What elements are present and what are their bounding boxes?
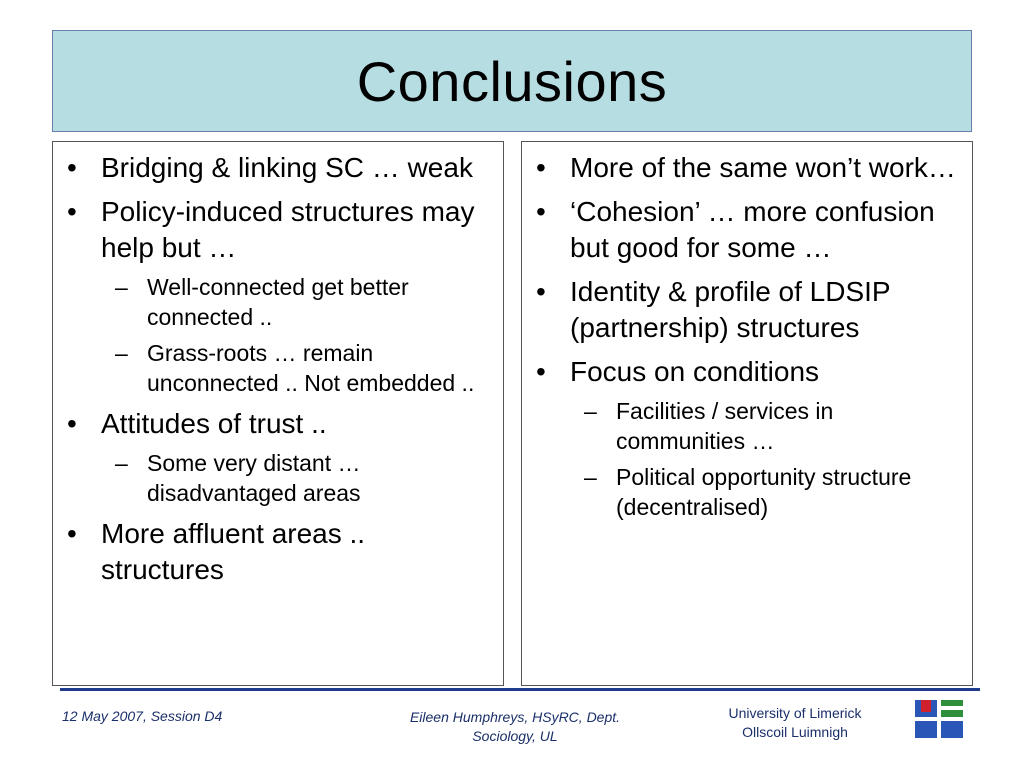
bullet-icon: • [536, 152, 546, 183]
sub-bullet-list [570, 396, 962, 522]
bullet-icon: • [67, 408, 77, 439]
bullet-icon: • [536, 196, 546, 227]
bullet-text: Policy-induced structures may help but … [101, 196, 475, 263]
sub-bullet-text: Political opportunity structure (decentralised) [616, 464, 912, 520]
left-bullet-item [53, 406, 503, 508]
right-bullet-item [522, 274, 972, 346]
footer-author-line: Eileen Humphreys, HSyRC, Dept. [409, 709, 621, 725]
bullet-text: Attitudes of trust .. [101, 408, 327, 439]
left-bullet-item [53, 150, 503, 186]
title-box [52, 30, 972, 132]
bullet-icon: • [536, 356, 546, 387]
left-bullet-list [53, 150, 503, 588]
footer-university [700, 704, 890, 742]
sub-bullet-item [101, 338, 493, 398]
bullet-icon: • [67, 196, 77, 227]
footer-rule [60, 688, 980, 691]
right-bullet-item [522, 354, 972, 522]
right-bullet-list [522, 150, 972, 522]
sub-bullet-list [101, 448, 493, 508]
sub-bullet-item [570, 396, 962, 456]
bullet-text: Focus on conditions [570, 356, 820, 387]
bullet-text: More of the same won’t work… [570, 152, 956, 183]
bullet-icon: • [67, 152, 77, 183]
footer-author [370, 708, 660, 746]
sub-bullet-item [101, 272, 493, 332]
left-content-box [52, 141, 504, 686]
sub-bullet-text: Well-connected get better connected .. [147, 274, 409, 330]
slide-title: Conclusions [356, 49, 668, 113]
left-bullet-item [53, 516, 503, 588]
dash-icon: – [115, 340, 128, 366]
right-content-box [521, 141, 973, 686]
sub-bullet-item [101, 448, 493, 508]
dash-icon: – [115, 450, 128, 476]
bullet-text: ‘Cohesion’ … more confusion but good for some … [570, 196, 935, 263]
university-name-irish: Ollscoil Luimnigh [742, 724, 848, 740]
footer-date-session: 12 May 2007, Session D4 [62, 708, 223, 724]
university-of-limerick-logo-icon [915, 700, 963, 738]
sub-bullet-text: Facilities / services in communities … [616, 398, 834, 454]
bullet-text: Identity & profile of LDSIP (partnership) structures [570, 276, 891, 343]
sub-bullet-list [101, 272, 493, 398]
right-bullet-item [522, 194, 972, 266]
dash-icon: – [584, 398, 597, 424]
sub-bullet-text: Grass-roots … remain unconnected .. Not embedded .. [147, 340, 475, 396]
right-bullet-item [522, 150, 972, 186]
bullet-icon: • [536, 276, 546, 307]
sub-bullet-text: Some very distant … disadvantaged areas [147, 450, 361, 506]
dash-icon: – [115, 274, 128, 300]
university-name: University of Limerick [728, 705, 862, 721]
left-bullet-item [53, 194, 503, 398]
dash-icon: – [584, 464, 597, 490]
sub-bullet-item [570, 462, 962, 522]
footer-author-line: Sociology, UL [472, 728, 558, 744]
bullet-text: Bridging & linking SC … weak [101, 152, 473, 183]
bullet-icon: • [67, 518, 77, 549]
bullet-text: More affluent areas .. structures [101, 518, 366, 585]
